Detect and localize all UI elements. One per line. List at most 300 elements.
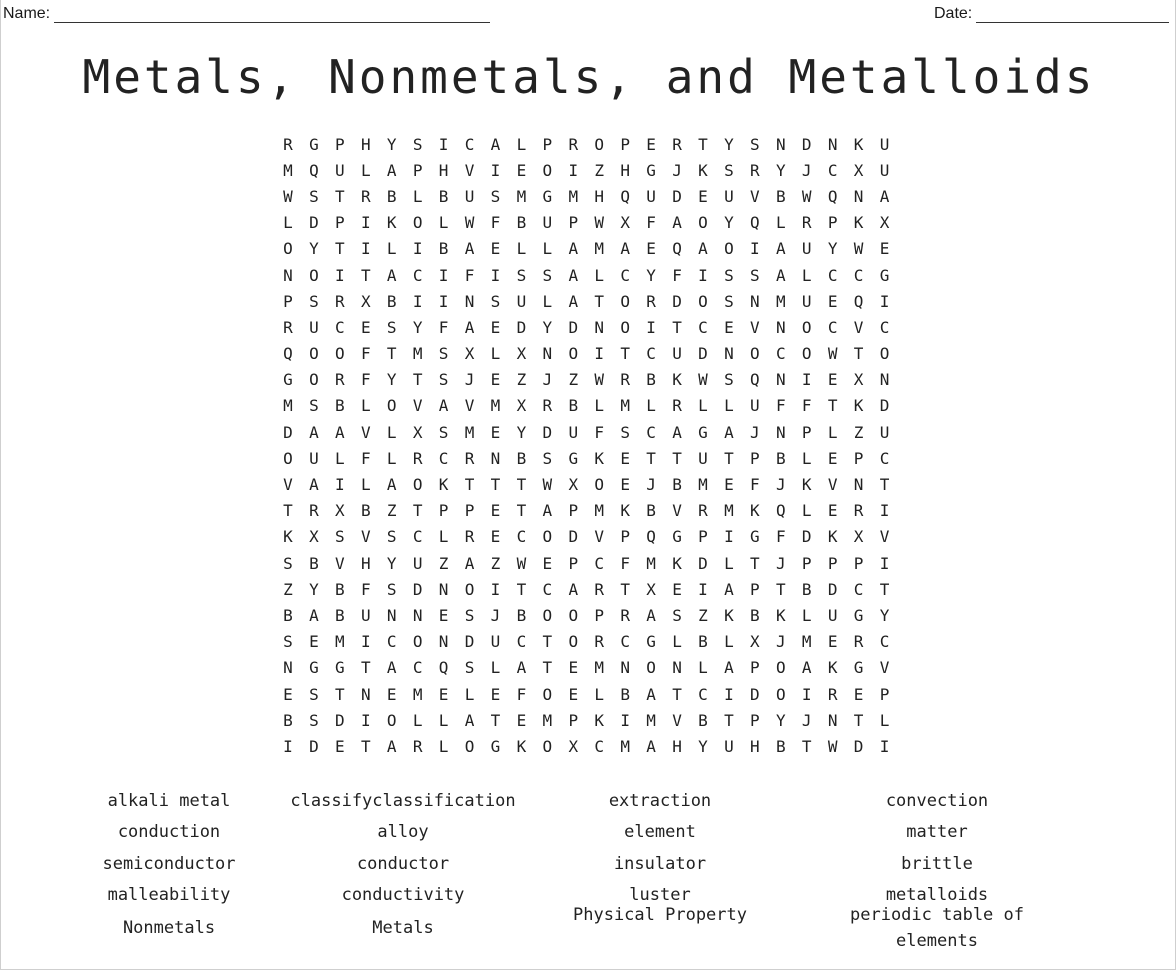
grid-letter[interactable]: S (438, 344, 449, 364)
grid-letter[interactable]: K (827, 527, 838, 547)
grid-letter[interactable]: Q (309, 160, 319, 180)
grid-letter[interactable]: B (438, 186, 449, 206)
grid-letter[interactable]: S (283, 553, 293, 573)
grid-letter[interactable]: B (801, 579, 812, 599)
grid-letter[interactable]: P (542, 134, 553, 154)
grid-letter[interactable]: J (646, 475, 656, 495)
grid-letter[interactable]: S (724, 291, 734, 311)
grid-letter[interactable]: Y (879, 605, 890, 625)
grid-letter[interactable]: S (672, 605, 682, 625)
grid-letter[interactable]: H (360, 553, 371, 573)
grid-letter[interactable]: T (620, 344, 630, 364)
grid-letter[interactable]: K (516, 736, 527, 756)
grid-letter[interactable]: S (750, 134, 760, 154)
grid-letter[interactable]: Y (386, 370, 397, 390)
grid-letter[interactable]: M (620, 396, 630, 416)
grid-letter[interactable]: L (724, 396, 734, 416)
grid-letter[interactable]: W (283, 186, 293, 206)
grid-letter[interactable]: S (283, 632, 293, 652)
grid-letter[interactable]: C (594, 553, 605, 573)
grid-letter[interactable]: P (568, 213, 579, 233)
grid-letter[interactable]: R (412, 736, 423, 756)
grid-letter[interactable]: E (542, 553, 553, 573)
grid-letter[interactable]: A (309, 422, 319, 442)
grid-letter[interactable]: L (801, 265, 812, 285)
grid-letter[interactable]: T (698, 134, 708, 154)
grid-letter[interactable]: I (360, 632, 371, 652)
grid-letter[interactable]: P (335, 213, 345, 233)
grid-letter[interactable]: T (646, 448, 656, 468)
grid-letter[interactable]: I (438, 291, 449, 311)
grid-letter[interactable]: R (594, 632, 605, 652)
grid-letter[interactable]: O (698, 291, 708, 311)
grid-letter[interactable]: K (801, 475, 812, 495)
grid-letter[interactable]: F (360, 370, 371, 390)
grid-letter[interactable]: L (672, 632, 682, 652)
grid-letter[interactable]: N (490, 448, 501, 468)
grid-letter[interactable]: A (646, 605, 656, 625)
grid-letter[interactable]: L (698, 396, 708, 416)
grid-letter[interactable]: D (309, 736, 319, 756)
grid-letter[interactable]: L (801, 448, 812, 468)
grid-letter[interactable]: Y (386, 134, 397, 154)
grid-letter[interactable]: C (335, 317, 345, 337)
grid-letter[interactable]: Z (438, 553, 449, 573)
grid-letter[interactable]: L (698, 658, 708, 678)
grid-letter[interactable]: A (775, 265, 786, 285)
grid-letter[interactable]: A (775, 239, 786, 259)
grid-letter[interactable]: Y (386, 553, 397, 573)
grid-letter[interactable]: T (594, 291, 605, 311)
grid-letter[interactable]: C (698, 684, 708, 704)
grid-letter[interactable]: X (412, 422, 423, 442)
grid-letter[interactable]: A (309, 475, 319, 495)
grid-letter[interactable]: O (309, 370, 319, 390)
grid-letter[interactable]: U (516, 291, 527, 311)
grid-letter[interactable]: U (542, 213, 553, 233)
grid-letter[interactable]: B (568, 396, 579, 416)
grid-letter[interactable]: T (542, 632, 553, 652)
grid-letter[interactable]: V (412, 396, 423, 416)
grid-letter[interactable]: U (568, 422, 579, 442)
grid-letter[interactable]: S (542, 265, 553, 285)
grid-letter[interactable]: E (516, 160, 527, 180)
grid-letter[interactable]: T (620, 579, 630, 599)
grid-letter[interactable]: D (801, 134, 812, 154)
grid-letter[interactable]: D (335, 710, 345, 730)
grid-letter[interactable]: L (516, 134, 527, 154)
grid-letter[interactable]: E (568, 658, 579, 678)
grid-letter[interactable]: N (827, 710, 838, 730)
grid-letter[interactable]: T (750, 553, 760, 573)
grid-letter[interactable]: R (309, 501, 319, 521)
grid-letter[interactable]: Q (853, 291, 864, 311)
grid-letter[interactable]: B (438, 239, 449, 259)
grid-letter[interactable]: K (827, 658, 838, 678)
grid-letter[interactable]: R (750, 160, 760, 180)
grid-letter[interactable]: C (464, 134, 475, 154)
grid-letter[interactable]: O (309, 265, 319, 285)
grid-letter[interactable]: W (801, 186, 812, 206)
grid-letter[interactable]: X (568, 736, 579, 756)
grid-letter[interactable]: F (438, 317, 449, 337)
grid-letter[interactable]: X (335, 501, 345, 521)
grid-letter[interactable]: F (360, 448, 371, 468)
grid-letter[interactable]: U (412, 553, 423, 573)
grid-letter[interactable]: G (309, 134, 319, 154)
grid-letter[interactable]: U (801, 239, 812, 259)
grid-letter[interactable]: J (464, 370, 475, 390)
grid-letter[interactable]: I (360, 710, 371, 730)
grid-letter[interactable]: F (360, 344, 371, 364)
grid-letter[interactable]: O (646, 658, 656, 678)
grid-letter[interactable]: A (386, 658, 397, 678)
grid-letter[interactable]: O (464, 736, 475, 756)
grid-letter[interactable]: C (438, 448, 449, 468)
grid-letter[interactable]: X (853, 370, 864, 390)
grid-letter[interactable]: I (801, 370, 812, 390)
grid-letter[interactable]: S (412, 134, 423, 154)
grid-letter[interactable]: W (698, 370, 708, 390)
grid-letter[interactable]: E (827, 632, 838, 652)
grid-letter[interactable]: O (775, 658, 786, 678)
grid-letter[interactable]: J (775, 475, 786, 495)
grid-letter[interactable]: E (724, 475, 734, 495)
grid-letter[interactable]: U (879, 422, 890, 442)
grid-letter[interactable]: S (386, 527, 397, 547)
grid-letter[interactable]: Y (827, 239, 838, 259)
grid-letter[interactable]: E (853, 684, 864, 704)
grid-letter[interactable]: T (516, 501, 527, 521)
grid-letter[interactable]: O (594, 134, 605, 154)
grid-letter[interactable]: L (438, 710, 449, 730)
grid-letter[interactable]: Z (386, 501, 397, 521)
grid-letter[interactable]: E (646, 239, 656, 259)
grid-letter[interactable]: B (750, 605, 760, 625)
grid-letter[interactable]: U (698, 448, 708, 468)
grid-letter[interactable]: D (283, 422, 293, 442)
grid-letter[interactable]: M (516, 186, 527, 206)
grid-letter[interactable]: S (309, 396, 319, 416)
grid-letter[interactable]: I (283, 736, 293, 756)
grid-letter[interactable]: M (464, 422, 475, 442)
grid-letter[interactable]: R (412, 448, 423, 468)
grid-letter[interactable]: X (853, 527, 864, 547)
grid-letter[interactable]: P (750, 579, 760, 599)
grid-letter[interactable]: R (464, 448, 475, 468)
grid-letter[interactable]: T (516, 475, 527, 495)
grid-letter[interactable]: T (853, 344, 864, 364)
grid-letter[interactable]: S (438, 422, 449, 442)
grid-letter[interactable]: I (724, 527, 734, 547)
grid-letter[interactable]: R (672, 134, 682, 154)
grid-letter[interactable]: P (464, 501, 475, 521)
grid-letter[interactable]: L (438, 736, 449, 756)
grid-letter[interactable]: O (542, 527, 553, 547)
grid-letter[interactable]: D (698, 553, 708, 573)
grid-letter[interactable]: D (750, 684, 760, 704)
grid-letter[interactable]: E (879, 239, 890, 259)
grid-letter[interactable]: U (879, 134, 890, 154)
grid-letter[interactable]: F (360, 579, 371, 599)
grid-letter[interactable]: S (490, 291, 501, 311)
grid-letter[interactable]: M (594, 239, 605, 259)
grid-letter[interactable]: L (542, 239, 553, 259)
grid-letter[interactable]: F (620, 553, 630, 573)
grid-letter[interactable]: N (853, 475, 864, 495)
grid-letter[interactable]: E (283, 684, 293, 704)
grid-letter[interactable]: Y (412, 317, 423, 337)
grid-letter[interactable]: T (360, 265, 371, 285)
grid-letter[interactable]: N (672, 658, 682, 678)
grid-letter[interactable]: E (516, 710, 527, 730)
grid-letter[interactable]: A (386, 736, 397, 756)
grid-letter[interactable]: E (490, 684, 501, 704)
grid-letter[interactable]: I (724, 684, 734, 704)
grid-letter[interactable]: W (516, 553, 527, 573)
grid-letter[interactable]: J (542, 370, 553, 390)
grid-letter[interactable]: J (490, 605, 501, 625)
grid-letter[interactable]: I (698, 265, 708, 285)
grid-letter[interactable]: C (516, 632, 527, 652)
grid-letter[interactable]: R (568, 134, 579, 154)
grid-letter[interactable]: B (672, 475, 682, 495)
grid-letter[interactable]: O (386, 710, 397, 730)
grid-letter[interactable]: Y (309, 239, 319, 259)
grid-letter[interactable]: B (335, 605, 345, 625)
grid-letter[interactable]: F (594, 422, 605, 442)
grid-letter[interactable]: U (672, 344, 682, 364)
grid-letter[interactable]: R (853, 632, 864, 652)
grid-letter[interactable]: F (646, 213, 656, 233)
grid-letter[interactable]: D (542, 422, 553, 442)
grid-letter[interactable]: M (775, 291, 786, 311)
grid-letter[interactable]: V (335, 553, 345, 573)
grid-letter[interactable]: X (646, 579, 656, 599)
grid-letter[interactable]: R (672, 396, 682, 416)
grid-letter[interactable]: O (750, 344, 760, 364)
grid-letter[interactable]: T (360, 658, 371, 678)
grid-letter[interactable]: C (620, 265, 630, 285)
grid-letter[interactable]: V (464, 160, 475, 180)
grid-letter[interactable]: E (490, 317, 501, 337)
grid-letter[interactable]: S (386, 317, 397, 337)
grid-letter[interactable]: D (412, 579, 423, 599)
grid-letter[interactable]: C (386, 632, 397, 652)
grid-letter[interactable]: U (750, 396, 760, 416)
grid-letter[interactable]: V (672, 710, 682, 730)
grid-letter[interactable]: K (620, 501, 630, 521)
grid-letter[interactable]: Y (516, 422, 527, 442)
grid-letter[interactable]: R (464, 527, 475, 547)
grid-letter[interactable]: H (438, 160, 449, 180)
grid-letter[interactable]: T (853, 710, 864, 730)
grid-letter[interactable]: T (542, 658, 553, 678)
grid-letter[interactable]: L (724, 553, 734, 573)
grid-letter[interactable]: O (283, 448, 293, 468)
grid-letter[interactable]: W (827, 344, 838, 364)
grid-letter[interactable]: P (568, 553, 579, 573)
grid-letter[interactable]: R (620, 605, 630, 625)
grid-letter[interactable]: V (360, 422, 371, 442)
grid-letter[interactable]: E (490, 527, 501, 547)
grid-letter[interactable]: C (879, 448, 890, 468)
grid-letter[interactable]: D (698, 344, 708, 364)
grid-letter[interactable]: A (464, 710, 475, 730)
grid-letter[interactable]: U (490, 632, 501, 652)
grid-letter[interactable]: R (542, 396, 553, 416)
grid-letter[interactable]: R (827, 684, 838, 704)
grid-letter[interactable]: I (335, 265, 345, 285)
grid-letter[interactable]: L (490, 344, 501, 364)
grid-letter[interactable]: A (672, 213, 682, 233)
grid-letter[interactable]: T (672, 317, 682, 337)
grid-letter[interactable]: Y (775, 160, 786, 180)
grid-letter[interactable]: L (386, 422, 397, 442)
grid-letter[interactable]: Z (594, 160, 605, 180)
grid-letter[interactable]: N (775, 317, 786, 337)
grid-letter[interactable]: B (335, 579, 345, 599)
grid-letter[interactable]: B (516, 605, 527, 625)
grid-letter[interactable]: R (801, 213, 812, 233)
grid-letter[interactable]: O (464, 579, 475, 599)
grid-letter[interactable]: E (672, 579, 682, 599)
grid-letter[interactable]: A (490, 134, 501, 154)
grid-letter[interactable]: O (775, 684, 786, 704)
grid-letter[interactable]: A (464, 239, 475, 259)
grid-letter[interactable]: L (386, 448, 397, 468)
grid-letter[interactable]: L (360, 396, 371, 416)
grid-letter[interactable]: S (309, 710, 319, 730)
grid-letter[interactable]: G (283, 370, 293, 390)
grid-letter[interactable]: L (412, 186, 423, 206)
grid-letter[interactable]: P (620, 134, 630, 154)
grid-letter[interactable]: T (879, 579, 890, 599)
grid-letter[interactable]: K (594, 710, 605, 730)
grid-letter[interactable]: O (568, 605, 579, 625)
grid-letter[interactable]: I (412, 291, 423, 311)
grid-letter[interactable]: E (386, 684, 397, 704)
grid-letter[interactable]: B (283, 605, 293, 625)
grid-letter[interactable]: S (309, 291, 319, 311)
grid-letter[interactable]: Z (516, 370, 527, 390)
grid-letter[interactable]: S (490, 186, 501, 206)
grid-letter[interactable]: P (750, 658, 760, 678)
grid-letter[interactable]: V (672, 501, 682, 521)
grid-letter[interactable]: S (724, 370, 734, 390)
grid-letter[interactable]: A (464, 553, 475, 573)
grid-letter[interactable]: E (490, 239, 501, 259)
grid-letter[interactable]: T (335, 239, 345, 259)
grid-letter[interactable]: N (775, 134, 786, 154)
grid-letter[interactable]: C (853, 579, 864, 599)
grid-letter[interactable]: L (801, 501, 812, 521)
grid-letter[interactable]: Z (490, 553, 501, 573)
grid-letter[interactable]: M (490, 396, 501, 416)
grid-letter[interactable]: O (801, 344, 812, 364)
grid-letter[interactable]: I (879, 291, 890, 311)
grid-letter[interactable]: X (309, 527, 319, 547)
grid-letter[interactable]: A (542, 501, 553, 521)
grid-letter[interactable]: U (827, 605, 838, 625)
grid-letter[interactable]: D (568, 527, 579, 547)
grid-letter[interactable]: V (360, 527, 371, 547)
grid-letter[interactable]: D (672, 186, 682, 206)
grid-letter[interactable]: O (542, 684, 553, 704)
grid-letter[interactable]: Q (827, 186, 838, 206)
grid-letter[interactable]: E (827, 448, 838, 468)
grid-letter[interactable]: A (724, 579, 734, 599)
grid-letter[interactable]: O (724, 239, 734, 259)
grid-letter[interactable]: S (724, 265, 734, 285)
grid-letter[interactable]: G (698, 422, 708, 442)
grid-letter[interactable]: S (620, 422, 630, 442)
grid-letter[interactable]: C (542, 579, 553, 599)
grid-letter[interactable]: T (672, 448, 682, 468)
grid-letter[interactable]: W (594, 370, 605, 390)
grid-letter[interactable]: O (542, 160, 553, 180)
grid-letter[interactable]: L (775, 213, 786, 233)
grid-letter[interactable]: B (775, 186, 786, 206)
grid-letter[interactable]: C (620, 632, 630, 652)
grid-letter[interactable]: A (801, 658, 812, 678)
grid-letter[interactable]: C (412, 658, 423, 678)
grid-letter[interactable]: P (438, 501, 449, 521)
grid-letter[interactable]: E (620, 448, 630, 468)
grid-letter[interactable]: N (879, 370, 890, 390)
grid-letter[interactable]: W (594, 213, 605, 233)
grid-letter[interactable]: B (360, 501, 371, 521)
grid-letter[interactable]: I (335, 475, 345, 495)
grid-letter[interactable]: O (620, 317, 630, 337)
grid-letter[interactable]: P (335, 134, 345, 154)
grid-letter[interactable]: E (335, 736, 345, 756)
grid-letter[interactable]: W (464, 213, 475, 233)
grid-letter[interactable]: S (464, 605, 475, 625)
grid-letter[interactable]: T (335, 684, 345, 704)
grid-letter[interactable]: M (724, 501, 734, 521)
grid-letter[interactable]: P (750, 448, 760, 468)
grid-letter[interactable]: L (386, 239, 397, 259)
grid-letter[interactable]: Q (646, 527, 656, 547)
grid-letter[interactable]: S (309, 186, 319, 206)
grid-letter[interactable]: L (594, 396, 605, 416)
grid-letter[interactable]: B (386, 291, 397, 311)
grid-letter[interactable]: L (879, 710, 890, 730)
grid-letter[interactable]: N (853, 186, 864, 206)
grid-letter[interactable]: K (283, 527, 293, 547)
grid-letter[interactable]: H (360, 134, 371, 154)
grid-letter[interactable]: A (724, 422, 734, 442)
grid-letter[interactable]: O (412, 632, 423, 652)
grid-letter[interactable]: N (360, 684, 371, 704)
grid-letter[interactable]: L (594, 265, 605, 285)
grid-letter[interactable]: U (360, 605, 371, 625)
grid-letter[interactable]: V (750, 317, 760, 337)
grid-letter[interactable]: K (672, 553, 682, 573)
grid-letter[interactable]: A (620, 239, 630, 259)
grid-letter[interactable]: C (827, 317, 838, 337)
grid-letter[interactable]: U (646, 186, 656, 206)
grid-letter[interactable]: T (335, 186, 345, 206)
grid-letter[interactable]: L (360, 160, 371, 180)
grid-letter[interactable]: K (724, 605, 734, 625)
grid-letter[interactable]: Z (698, 605, 708, 625)
grid-letter[interactable]: O (568, 344, 579, 364)
grid-letter[interactable]: U (879, 160, 890, 180)
grid-letter[interactable]: F (490, 213, 501, 233)
grid-letter[interactable]: D (827, 579, 838, 599)
